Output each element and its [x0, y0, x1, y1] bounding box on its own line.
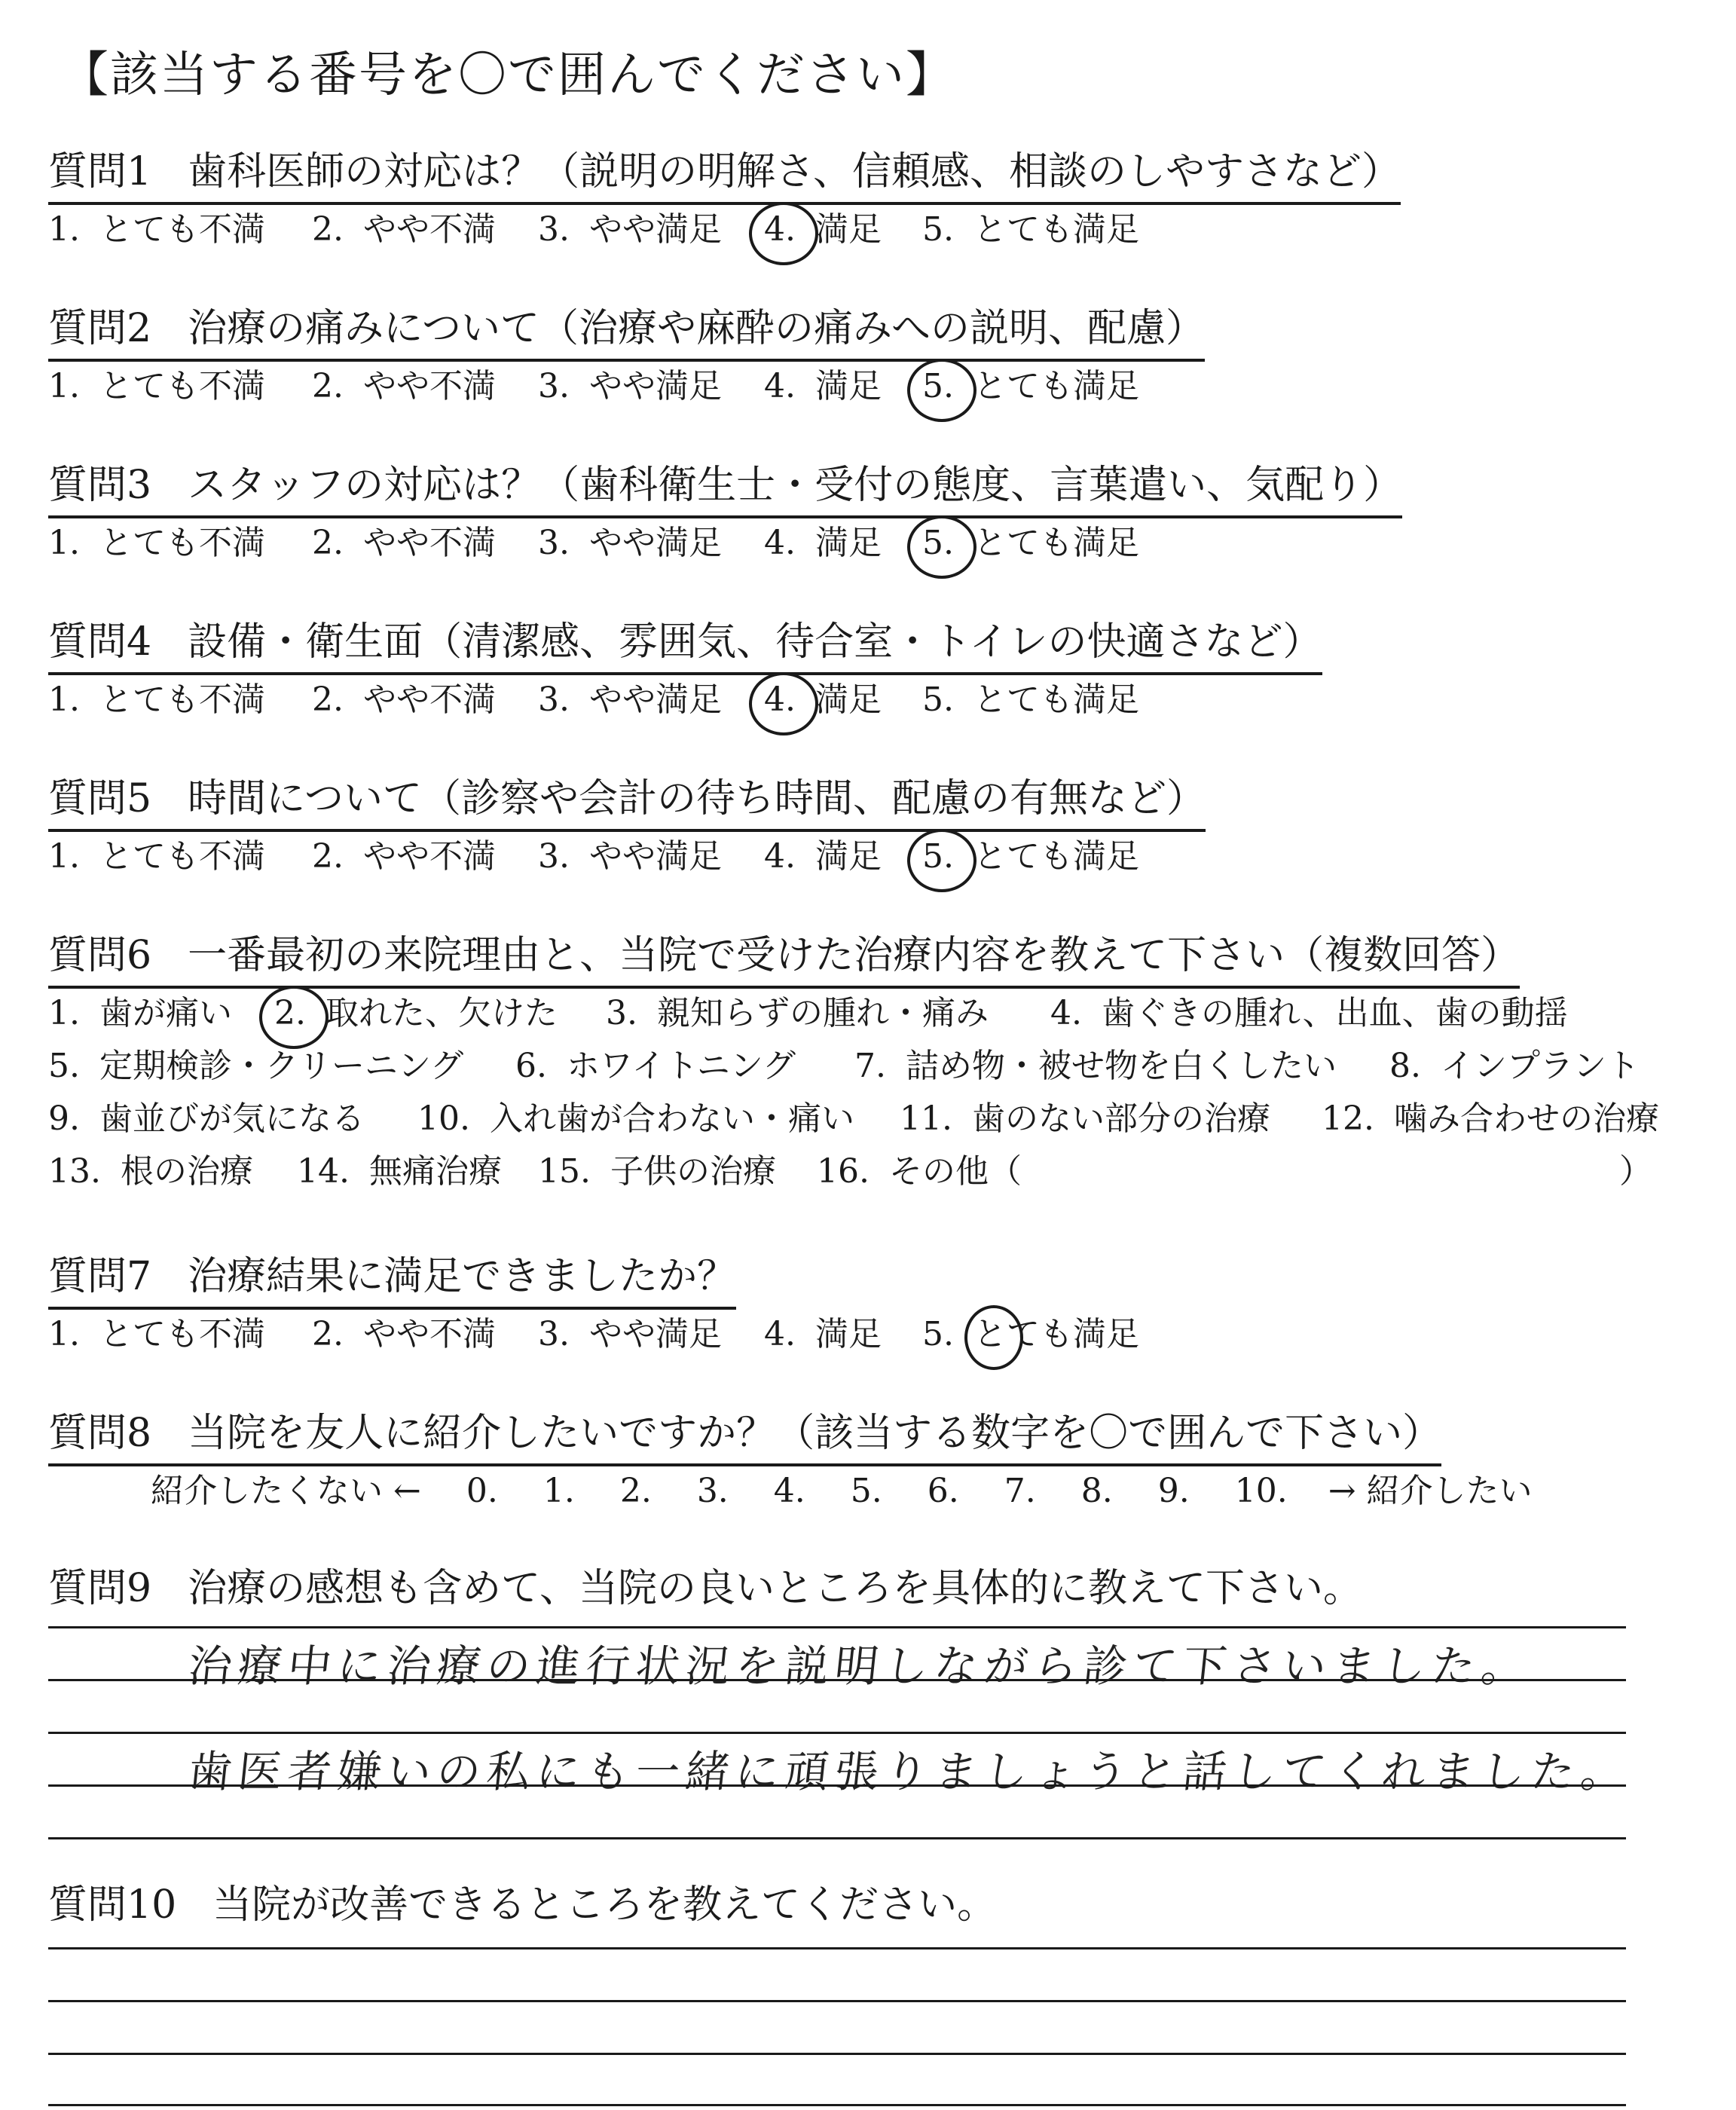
scale-10[interactable]: 10. — [1234, 1472, 1288, 1510]
option-4[interactable]: 4. 歯ぐきの腫れ、出血、歯の動揺 — [1050, 994, 1568, 1032]
option-text-circled: とても満足 — [973, 1308, 1139, 1361]
option-2-selected[interactable]: 2. 取れた、欠けた — [274, 987, 558, 1040]
answer-line — [48, 1947, 1626, 1949]
question-label: 質問5 — [48, 776, 152, 821]
scale-5[interactable]: 5. — [850, 1472, 882, 1510]
question-text: 当院が改善できるところを教えてください。 — [212, 1882, 997, 1928]
option-5[interactable]: 5. 定期検診・クリーニング — [48, 1047, 464, 1085]
question-text: 治療結果に満足できましたか？ — [188, 1254, 737, 1299]
option-1[interactable]: 1. とても不満 — [48, 680, 265, 719]
question-text: スタッフの対応は？（歯科衛生士・受付の態度、言葉遣い、気配り） — [188, 463, 1403, 508]
answer-line — [48, 1732, 1626, 1734]
question-label: 質問3 — [48, 463, 152, 508]
option-4[interactable]: 4. 満足 — [764, 837, 882, 876]
question-title — [48, 145, 1401, 205]
question-text: 当院を友人に紹介したいですか？（該当する数字を〇で囲んで下さい） — [188, 1411, 1442, 1456]
answer-line — [48, 1784, 1626, 1787]
question-label: 質問6 — [48, 933, 152, 978]
scale-left-label: 紹介したくない ← — [151, 1472, 421, 1510]
answer-line — [48, 2053, 1626, 2055]
scale-7[interactable]: 7. — [1004, 1472, 1036, 1510]
option-4[interactable]: 4. 満足 — [764, 367, 882, 405]
option-1[interactable]: 1. とても不満 — [48, 367, 265, 405]
question-text: 設備・衛生面（清潔感、雰囲気、待合室・トイレの快適さなど） — [188, 619, 1322, 665]
handwritten-answer-1: 治療中に治療の進行状況を説明しながら診て下さいました。 — [185, 1641, 1534, 1692]
option-3[interactable]: 3. やや満足 — [538, 1315, 722, 1353]
scale-1[interactable]: 1. — [542, 1472, 575, 1510]
question-label: 質問10 — [48, 1882, 177, 1928]
answer-line — [48, 2000, 1626, 2002]
option-2[interactable]: 2. やや不満 — [312, 837, 496, 876]
question-text: 治療の痛みについて（治療や麻酔の痛みへの説明、配慮） — [188, 306, 1206, 351]
option-4-selected[interactable]: 4. 満足 — [764, 203, 882, 256]
scale-0[interactable]: 0. — [466, 1472, 498, 1510]
option-7[interactable]: 7. 詰め物・被せ物を白くしたい — [854, 1047, 1337, 1085]
question-label: 質問9 — [48, 1566, 152, 1611]
option-4[interactable]: 4. 満足 — [764, 1315, 882, 1353]
option-1[interactable]: 1. とても不満 — [48, 837, 265, 876]
question-title — [48, 1249, 736, 1310]
option-2[interactable]: 2. やや不満 — [312, 680, 496, 719]
option-5-selected[interactable]: 5. とても満足 — [922, 517, 1139, 570]
option-5-selected[interactable]: 5. とても満足 — [922, 830, 1139, 883]
option-10[interactable]: 10. 入れ歯が合わない・痛い — [417, 1099, 854, 1138]
question-label: 質問8 — [48, 1411, 152, 1456]
option-2[interactable]: 2. やや不満 — [312, 1315, 496, 1353]
option-11[interactable]: 11. 歯のない部分の治療 — [900, 1099, 1270, 1138]
question-text: 治療の感想も含めて、当院の良いところを具体的に教えて下さい。 — [188, 1566, 1363, 1611]
option-9[interactable]: 9. 歯並びが気になる — [48, 1099, 365, 1138]
option-1[interactable]: 1. とても不満 — [48, 524, 265, 562]
option-5[interactable]: 5. とても満足 — [922, 210, 1139, 249]
option-8[interactable]: 8. インプラント — [1389, 1047, 1640, 1085]
scale-4[interactable]: 4. — [773, 1472, 805, 1510]
option-3[interactable]: 3. やや満足 — [538, 524, 722, 562]
recommend-scale — [151, 1465, 1533, 1518]
page-title: 【該当する番号を〇で囲んでください】 — [60, 47, 955, 103]
scale-2[interactable]: 2. — [619, 1472, 652, 1510]
option-12[interactable]: 12. 噛み合わせの治療 — [1322, 1099, 1659, 1138]
option-2[interactable]: 2. やや不満 — [312, 210, 496, 249]
question-text: 歯科医師の対応は？（説明の明解さ、信頼感、相談のしやすさなど） — [188, 149, 1401, 194]
scale-3[interactable]: 3. — [696, 1472, 729, 1510]
option-6[interactable]: 6. ホワイトニング — [515, 1047, 796, 1085]
question-title — [48, 301, 1205, 362]
option-1[interactable]: 1. とても不満 — [48, 1315, 265, 1353]
answer-line — [48, 1837, 1626, 1839]
answer-line — [48, 1626, 1626, 1628]
option-5-selected[interactable]: 5. とても満足 — [922, 1308, 1139, 1361]
question-title — [48, 458, 1402, 518]
option-3[interactable]: 3. やや満足 — [538, 367, 722, 405]
other-close-paren: ） — [1619, 1152, 1652, 1191]
scale-9[interactable]: 9. — [1157, 1472, 1190, 1510]
question-title — [48, 1406, 1441, 1466]
option-5-selected[interactable]: 5. とても満足 — [922, 360, 1139, 413]
question-title — [48, 1561, 1362, 1619]
answer-line — [48, 1679, 1626, 1681]
scale-6[interactable]: 6. — [927, 1472, 959, 1510]
question-title — [48, 928, 1520, 989]
option-13[interactable]: 13. 根の治療 — [48, 1152, 253, 1191]
option-3[interactable]: 3. 親知らずの腫れ・痛み — [606, 994, 989, 1032]
option-3[interactable]: 3. やや満足 — [538, 837, 722, 876]
option-4-selected[interactable]: 4. 満足 — [764, 674, 882, 726]
option-5[interactable]: 5. とても満足 — [922, 680, 1139, 719]
handwritten-answer-2: 歯医者嫌いの私にも一緒に頑張りましょうと話してくれました。 — [185, 1746, 1634, 1797]
option-4[interactable]: 4. 満足 — [764, 524, 882, 562]
question-title — [48, 772, 1206, 832]
option-2[interactable]: 2. やや不満 — [312, 367, 496, 405]
question-label: 質問2 — [48, 306, 152, 351]
answer-line — [48, 2104, 1626, 2106]
question-label: 質問7 — [48, 1254, 152, 1299]
scale-8[interactable]: 8. — [1080, 1472, 1113, 1510]
question-title — [48, 1878, 996, 1935]
question-label: 質問1 — [48, 149, 152, 194]
option-1[interactable]: 1. とても不満 — [48, 210, 265, 249]
option-16-other[interactable]: 16. その他（ — [817, 1152, 1022, 1191]
option-1[interactable]: 1. 歯が痛い — [48, 994, 232, 1032]
option-15[interactable]: 15. 子供の治療 — [538, 1152, 776, 1191]
option-14[interactable]: 14. 無痛治療 — [297, 1152, 502, 1191]
option-2[interactable]: 2. やや不満 — [312, 524, 496, 562]
question-title — [48, 615, 1322, 675]
question-text: 時間について（診察や会計の待ち時間、配慮の有無など） — [188, 776, 1206, 821]
option-3[interactable]: 3. やや満足 — [538, 680, 722, 719]
question-text: 一番最初の来院理由と、当院で受けた治療内容を教えて下さい（複数回答） — [188, 933, 1521, 978]
option-3[interactable]: 3. やや満足 — [538, 210, 722, 249]
scale-right-label: → 紹介したい — [1328, 1472, 1533, 1510]
question-label: 質問4 — [48, 619, 152, 665]
